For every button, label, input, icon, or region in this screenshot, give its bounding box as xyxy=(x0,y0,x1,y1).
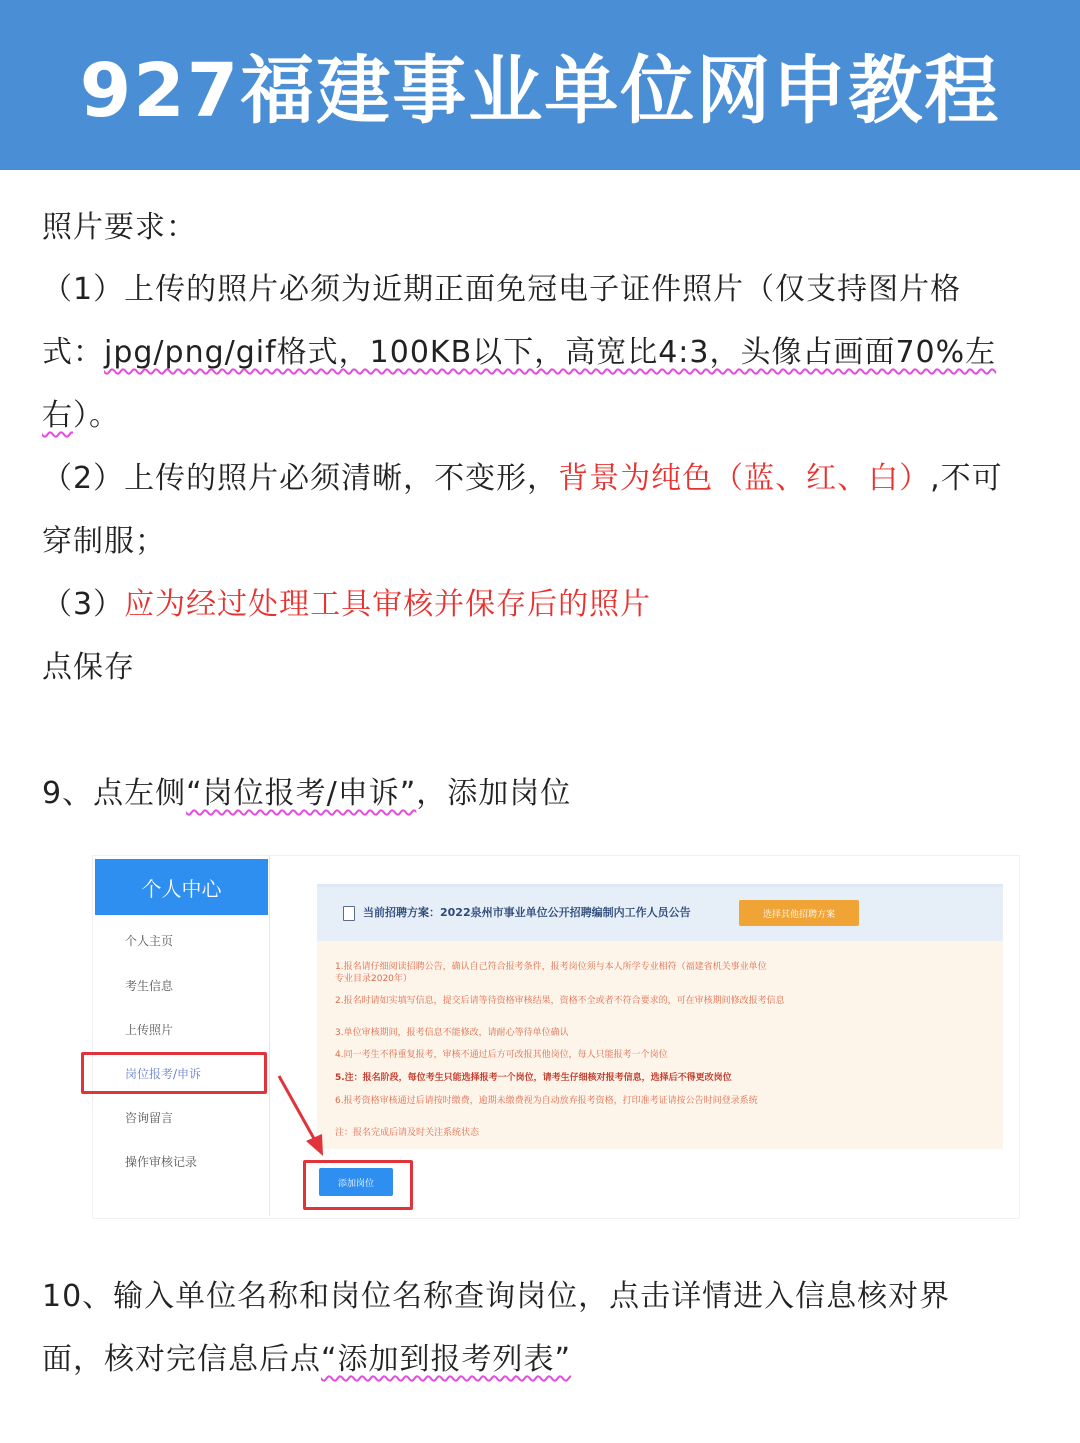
sidebar-item-candidate-info[interactable]: 考生信息 xyxy=(125,979,174,993)
title-banner xyxy=(0,0,1080,170)
rule-line: 2.报名时请如实填写信息，提交后请等待资格审核结果，资格不全或者不符合要求的，可在审核期间修改报考信息 xyxy=(335,996,785,1006)
photo-requirements-heading: 照片要求： xyxy=(42,210,197,245)
sidebar-item-home[interactable]: 个人主页 xyxy=(125,934,174,948)
sidebar-item-audit-log[interactable]: 操作审核记录 xyxy=(125,1155,198,1169)
step10-line1: 10、输入单位名称和岗位名称查询岗位，点击详情进入信息核对界 xyxy=(42,1279,951,1314)
photo-req-item1-line1: （1）上传的照片必须为近期正面免冠电子证件照片（仅支持图片格 xyxy=(42,272,962,307)
step9-instruction xyxy=(42,774,1042,814)
underlined-menu-name: “岗位报考/申诉” xyxy=(186,776,417,811)
text-segment: ，添加岗位 xyxy=(416,776,572,811)
rule-line: 1.报名请仔细阅读招聘公告，确认自己符合报考条件，报考岗位须与本人所学专业相符（福建省机关事业单位 xyxy=(335,962,767,972)
underlined-format-spec: jpg/png/gif格式，100KB以下，高宽比4:3，头像占画面70%左 xyxy=(104,335,997,370)
switch-plan-button[interactable]: 选择其他招聘方案 xyxy=(739,900,859,926)
rule-line: 注：报名完成后请及时关注系统状态 xyxy=(335,1128,480,1138)
text-segment: ,不可 xyxy=(930,461,1003,496)
text-segment: 式： xyxy=(42,335,104,370)
add-position-button[interactable]: 添加岗位 xyxy=(319,1168,393,1196)
rule-line: 4.同一考生不得重复报考，审核不通过后方可改报其他岗位，每人只能报考一个岗位 xyxy=(335,1050,668,1060)
text-segment: ）。 xyxy=(73,398,120,433)
sidebar-item-upload-photo[interactable]: 上传照片 xyxy=(125,1023,174,1037)
rule-line: 专业目录2020年） xyxy=(335,974,412,984)
page-title: 927福建事业单位网申教程 xyxy=(79,48,1001,134)
photo-req-item3 xyxy=(42,585,1042,625)
text-segment: 9、点左侧 xyxy=(42,776,187,811)
highlight-background-color: 背景为纯色（蓝、红、白） xyxy=(558,461,931,496)
photo-req-item1-line2 xyxy=(42,333,1042,373)
rule-line: 6.报考资格审核通过后请按时缴费，逾期未缴费视为自动放弃报考资格，打印准考证请按公告时间登录系统 xyxy=(335,1096,758,1106)
step10-line2 xyxy=(42,1340,1042,1380)
notice-title: 当前招聘方案：2022泉州市事业单位公开招聘编制内工作人员公告 xyxy=(363,906,691,919)
rule-line: 5.注：报名阶段，每位考生只能选择报考一个岗位，请考生仔细核对报考信息，选择后不得更改岗位 xyxy=(335,1073,732,1083)
text-segment: （3） xyxy=(42,587,125,622)
sidebar-title: 个人中心 xyxy=(95,859,268,915)
photo-req-item2-line1 xyxy=(42,459,1042,499)
portal-screenshot xyxy=(92,855,1020,1219)
arrow-annotation xyxy=(93,856,1019,1218)
rule-line: 3.单位审核期间，报考信息不能修改，请耐心等待单位确认 xyxy=(335,1028,569,1038)
highlight-processed-photo: 应为经过处理工具审核并保存后的照片 xyxy=(124,587,652,622)
underlined-text: 右 xyxy=(42,398,73,433)
sidebar-item-consult-message[interactable]: 咨询留言 xyxy=(125,1111,174,1125)
text-segment: （2）上传的照片必须清晰，不变形， xyxy=(42,461,559,496)
save-instruction: 点保存 xyxy=(42,650,135,685)
sidebar-item-apply-appeal[interactable]: 岗位报考/申诉 xyxy=(125,1067,202,1081)
photo-req-item2-line2: 穿制服； xyxy=(42,524,166,559)
photo-req-item1-line3 xyxy=(42,396,1042,436)
underlined-button-name: “添加到报考列表” xyxy=(321,1342,572,1377)
text-segment: 面，核对完信息后点 xyxy=(42,1342,321,1377)
